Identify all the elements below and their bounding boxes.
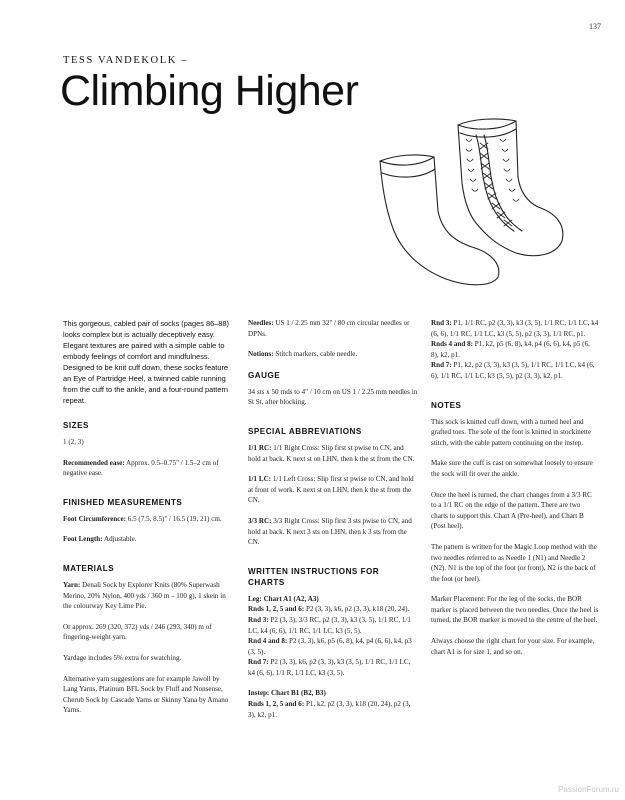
page-title: Climbing Higher [60, 67, 359, 115]
rc33-label: 3/3 RC: [248, 516, 272, 525]
needles-text: US 1 / 2.25 mm 32" / 80 cm circular needles or DPNs. [248, 319, 410, 338]
yarn-paragraph [63, 580, 231, 612]
gauge-text: 34 sts x 50 rnds to 4" / 10 cm on US 1 / 2.25 mm needles in St St, after blocking. [248, 387, 418, 407]
r7-text: P1, k2, p2 (3, 3), k3 (3, 5), 1/1 RC, 1/1 LC, k4 (6, 6), 1/1 RC, 1/1 LC, k3 (5, 5), p2 (3, 3), k2, p1. [431, 361, 595, 380]
notions-label: Notions: [248, 350, 274, 359]
leg-r4-text: P2 (3, 3), k6, p5 (6, 8), k4, p4 (6, 6), k4, p3 (3, 5). [248, 637, 412, 656]
socks-illustration [376, 113, 566, 288]
needles-label: Needles: [248, 319, 274, 327]
watermark: PassionForum.ru [558, 785, 619, 794]
lc11-text: 1/1 Left Cross: Slip first st pwise to CN, and hold at front of work. K next st on LHN, then k the st from the CN. [248, 475, 414, 505]
leg-rnd-4-8 [248, 636, 418, 657]
note-3: Once the heel is turned, the chart changes from a 3/3 RC to a 1/1 RC on the edge of the pattern. There are two charts to support this. Chart A (Pre-heel), and Chart B (Post heel). [431, 490, 592, 531]
sizes-heading: SIZES [63, 421, 89, 430]
ease-text: Approx. 0.5–0.75" / 1.5–2 cm of negative ease. [63, 458, 219, 478]
needles-paragraph [248, 318, 418, 339]
notions-paragraph [248, 349, 418, 360]
sizes-text: 1 (2, 3) [63, 438, 84, 446]
foot-length-label: Foot Length: [63, 535, 103, 544]
column-1 [63, 318, 231, 726]
instep-chart-label [248, 688, 418, 699]
r3-text: P1, 1/1 RC, p2 (3, 3), k3 (3, 5), 1/1 RC, 1/1 LC, k4 (6, 6), 1/1 RC, 1/1 LC, k3 (5, 5), p2 (3, 3), 1/1 RC, p1. [431, 319, 599, 338]
rc11-text: 1/1 Right Cross: Slip first st pwise to CN, and hold at back. K next st on LHN, then k the st from the CN. [248, 443, 415, 463]
written-instructions-heading: WRITTEN INSTRUCTIONS FOR CHARTS [248, 566, 380, 587]
patterned-sock-drawing [458, 119, 563, 256]
author-name: TESS VANDEKOLK – [63, 55, 188, 66]
lc11-label: 1/1 LC: [248, 475, 272, 484]
yarn-text: Denali Sock by Explorer Knits (80% Superwash Merino, 20% Nylon, 400 yds / 360 m – 100 g), 1 skein in the colourway Key Lime Pie. [63, 580, 226, 611]
leg-r1-text: P2 (3, 3), k6, p2 (3, 3), k18 (20, 24). [304, 605, 410, 614]
notions-text: Stitch markers, cable needle. [273, 350, 358, 359]
rc11-label: 1/1 RC: [248, 443, 272, 452]
notes-heading: NOTES [431, 400, 462, 410]
note-1: This sock is knitted cuff down, with a turned heel and grafted toes. The sole of the foot is knitted in stockinette stitch, with the cable pattern continuing on the instep. [431, 417, 592, 447]
r48-text: P1, k2, p5 (6, 8), k4, p4 (6, 6), k4, p5 (6, 8), k2, p1. [431, 340, 590, 359]
foot-circ-text: 6.5 (7.5, 8.5)" / 16.5 (19, 21) cm. [125, 514, 222, 523]
foot-length [63, 534, 231, 545]
abbrev-1-1-lc [248, 474, 418, 506]
instep-rnd-7 [431, 360, 599, 381]
leg-label: Leg: Chart A1 (A2, A3) [248, 594, 319, 603]
column-2 [248, 318, 418, 720]
leg-rnd-3 [248, 615, 418, 636]
r3-label: Rnd 3: [431, 319, 452, 327]
materials-heading: MATERIALS [63, 563, 115, 573]
ease-label: Recommended ease: [63, 458, 125, 467]
note-6: Always choose the right chart for your size. For example, chart A1 is for size 1, and so on. [431, 637, 595, 656]
leg-r7-text: P2 (3, 3), k6, p2 (3, 3), k3 (3, 5), 1/1 RC, 1/1 LC, k4 (6, 6), 1/1 R, 1/1 LC, k3 (3, 5). [248, 658, 411, 677]
ease-paragraph [63, 458, 231, 479]
note-5: Marker Placement: For the leg of the socks, the BOR marker is placed between the two needles. Once the heel is turned, the BOR marker is moved to the centre of the heel. [431, 595, 599, 625]
leg-chart-label [248, 594, 418, 605]
instep-rnds-4-8 [431, 339, 599, 360]
yarn-label: Yarn: [63, 580, 81, 589]
page-number: 137 [589, 22, 601, 31]
approx-yardage: Or approx. 269 (320, 372) yds / 246 (293, 340) m of fingering-weight yarn. [63, 622, 212, 642]
note-4: The pattern is written for the Magic Loop method with the two needles referred to as Needle 1 (N1) and Needle 2 (N2). N1 is the top of the foot (or front), N2 is the back of the foot (or heel). [431, 542, 597, 583]
leg-r1-label: Rnds 1, 2, 5 and 6: [248, 605, 305, 614]
foot-circ-label: Foot Circumference: [63, 514, 126, 523]
note-2: Make sure the cuff is cast on somewhat loosely to ensure the sock will fit over the ankle. [431, 459, 593, 478]
instep-label: Instep: Chart B1 (B2, B3) [248, 689, 326, 698]
leg-rnds-1-2-5-6 [248, 604, 418, 615]
column-3 [431, 318, 599, 667]
foot-circumference [63, 514, 231, 525]
instep-r1-label: Rnds 1, 2, 5 and 6: [248, 700, 305, 709]
leg-r7-label: Rnd 7: [248, 658, 269, 667]
leg-r3-label: Rnd 3: [248, 615, 269, 624]
yardage-note: Yardage includes 5% extra for swatching. [63, 653, 182, 662]
rc33-text: 3/3 Right Cross: Slip first 3 sts pwise to CN, and hold at back. K next 3 sts on LHN, then k 3 sts from the CN. [248, 516, 412, 547]
alternative-yarns: Alternative yarn suggestions are for example Jawoll by Lang Yarns, Platinum BFL Sock by Fluff and Nonsense, Cherub Sock by Cascade Yarns or Skinny Yana by Amano Yarns. [63, 674, 229, 715]
abbrev-1-1-rc [248, 443, 418, 464]
r7-label: Rnd 7: [431, 361, 452, 370]
instep-rnd-3 [431, 318, 599, 339]
measurements-heading: FINISHED MEASUREMENTS [63, 497, 183, 507]
leg-r4-label: Rnd 4 and 8: [248, 637, 288, 646]
instep-rnds-1-2-5-6 [248, 699, 418, 720]
leg-r3-text: P2 (3, 3), 3/3 RC, p2 (3, 3), k3 (3, 5), 1/1 RC, 1/1 LC, k4 (6, 6), 1/1 RC, 1/1 LC, k3 (5, 5). [248, 615, 411, 635]
gauge-heading: GAUGE [248, 370, 281, 380]
abbreviations-heading: SPECIAL ABBREVIATIONS [248, 426, 362, 436]
leg-rnd-7 [248, 657, 418, 678]
r48-label: Rnds 4 and 8: [431, 340, 473, 349]
foot-length-text: Adjustable. [102, 535, 137, 544]
abbrev-3-3-rc [248, 516, 418, 548]
intro-paragraph: This gorgeous, cabled pair of socks (pages 86–88) looks complex but is actually deceptively easy. Elegant textures are paired with a simple cable to embody feelings of comfort and mindfulness. Designed to be knit cuff down, these socks feature an Eye of Partridge Heel, a twinned cable running from the cuff to the ankle, and a four-round pattern repeat. [63, 319, 229, 405]
instep-r1-text: P1, k2, p2 (3, 3), k18 (20, 24), p2 (3, 3), k2, p1. [248, 700, 411, 719]
